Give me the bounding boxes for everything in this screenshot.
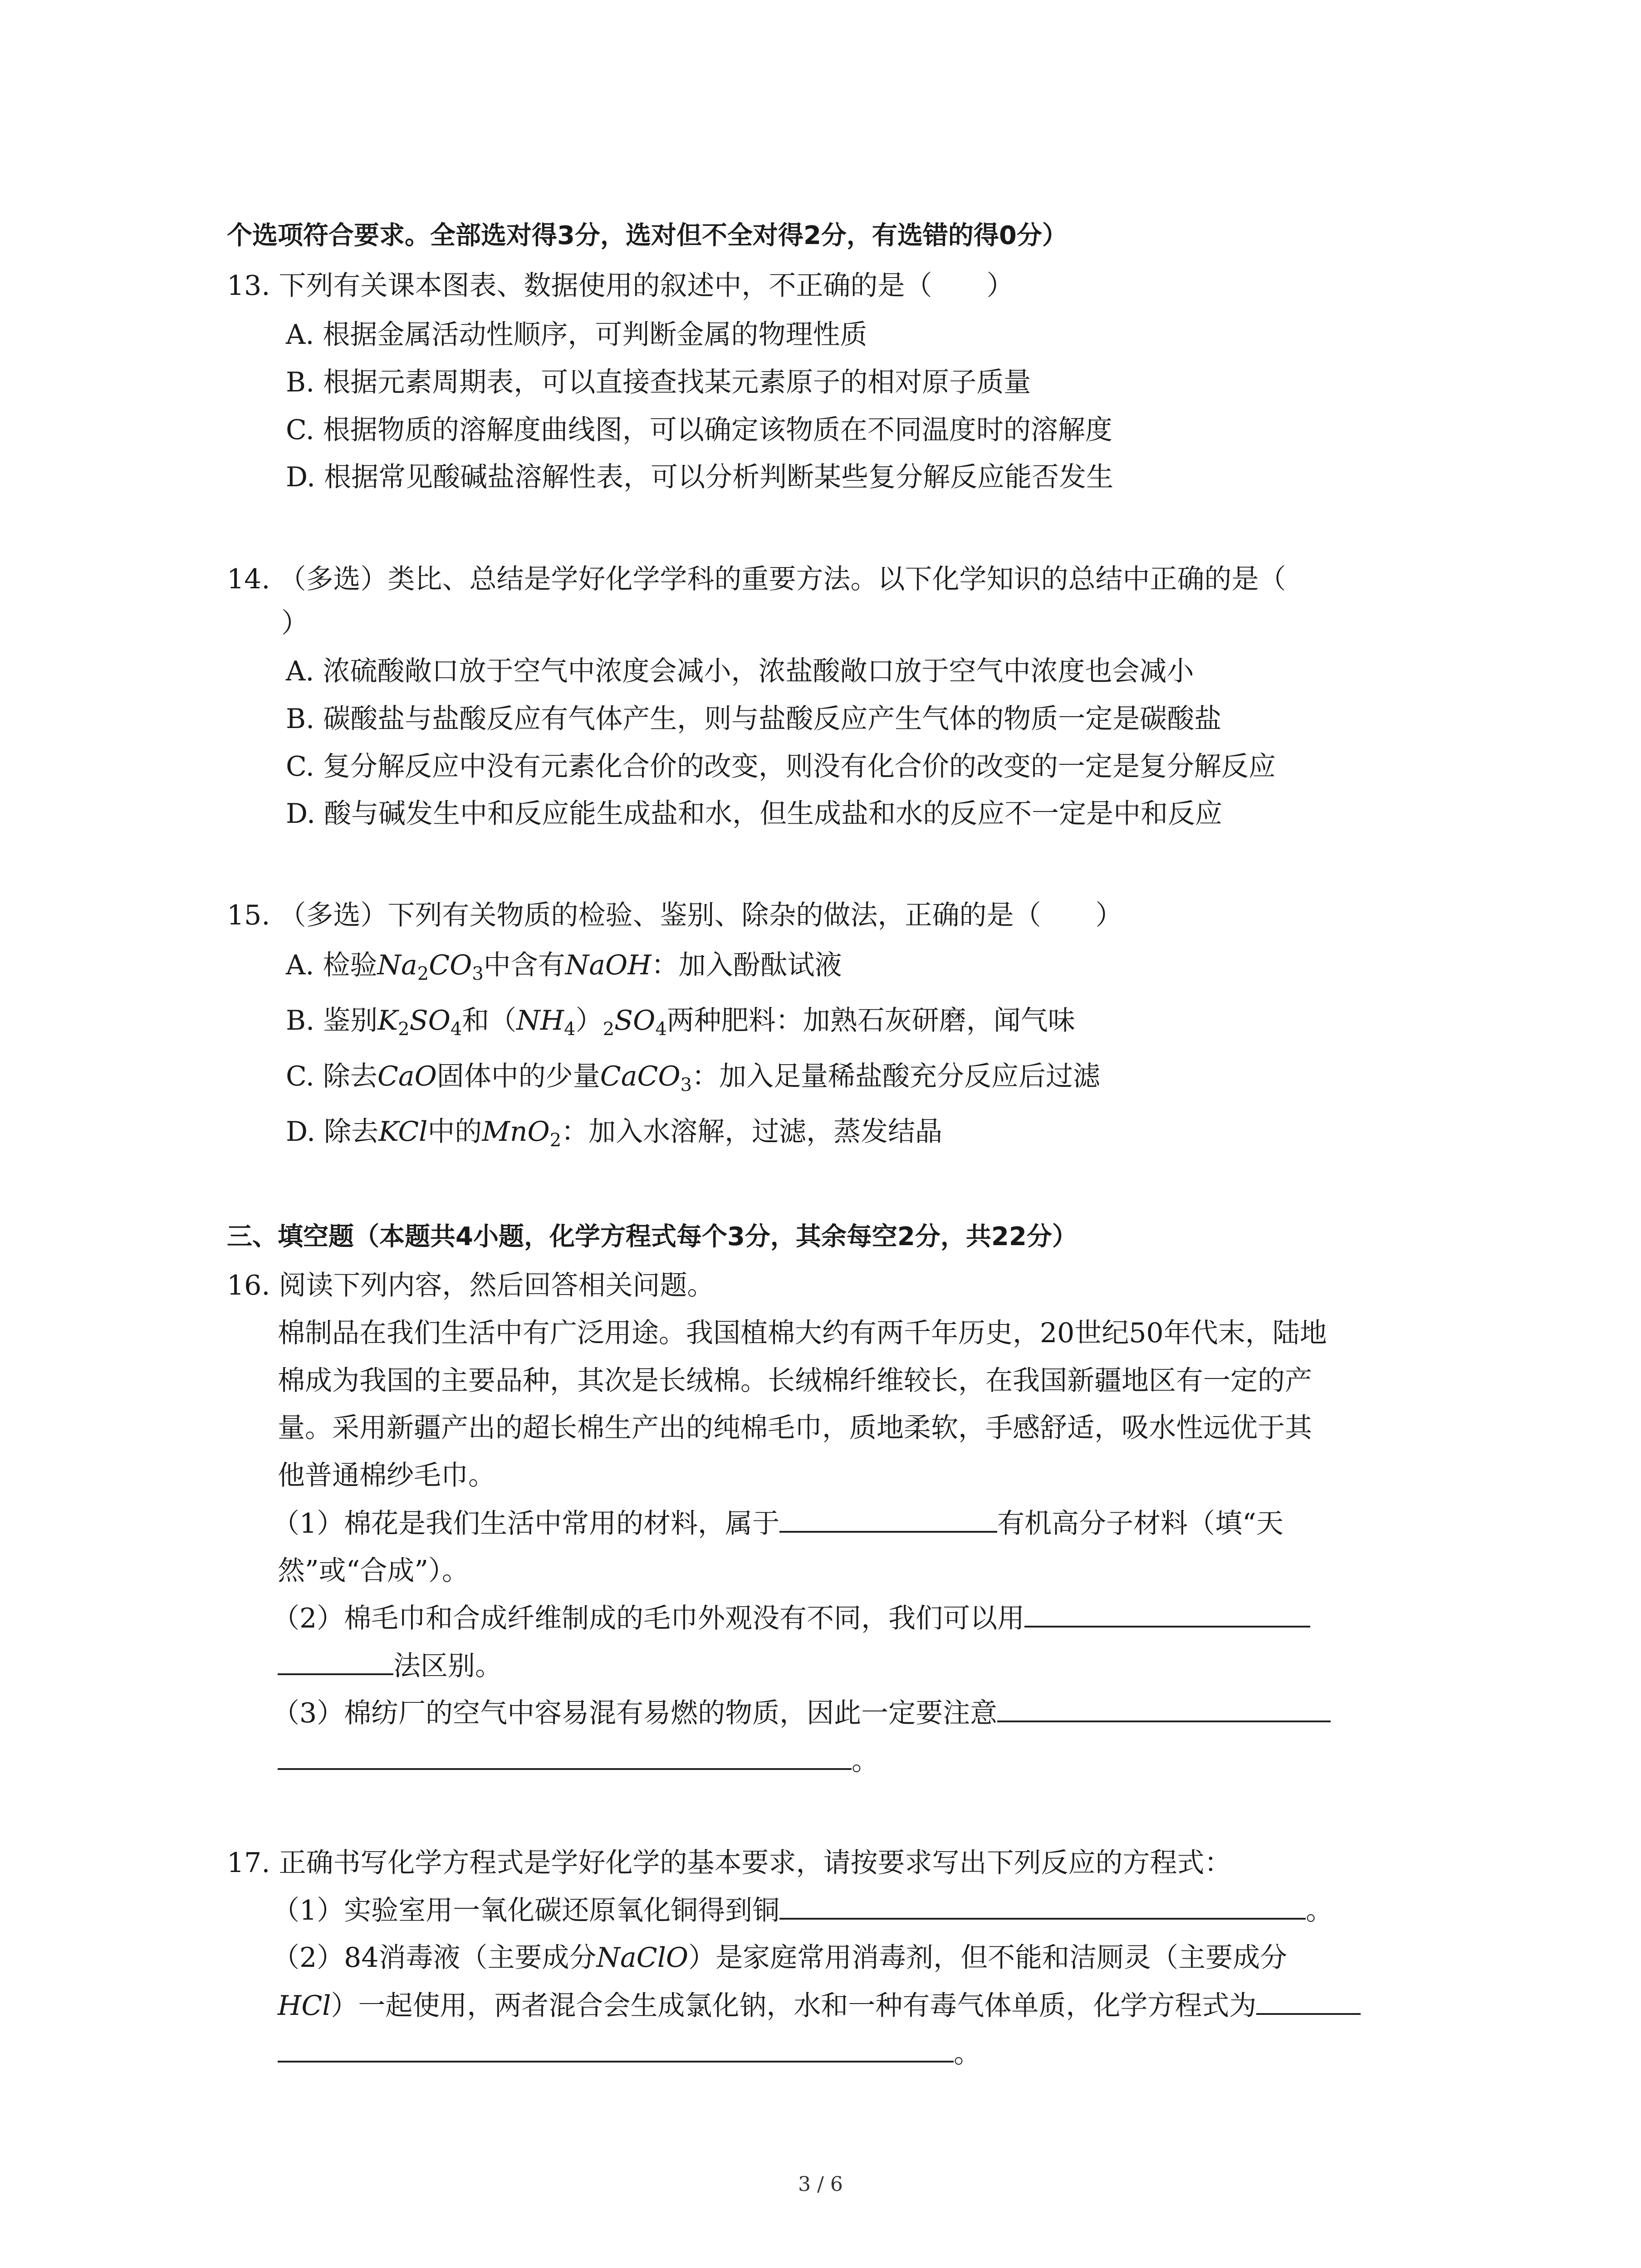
- q14-option-c: C. 复分解反应中没有元素化合价的改变，则没有化合价的改变的一定是复分解反应: [286, 751, 1276, 782]
- q14-option-a: A. 浓硫酸敞口放于空气中浓度会减小，浓盐酸敞口放于空气中浓度也会减小: [286, 655, 1194, 687]
- q16-part2: （2）棉毛巾和合成纤维制成的毛巾外观没有不同，我们可以用: [272, 1600, 1310, 1637]
- q14-option-d: D. 酸与碱发生中和反应能生成盐和水，但生成盐和水的反应不一定是中和反应: [286, 798, 1223, 830]
- section3-title: 三、填空题（本题共4小题，化学方程式每个3分，其余每空2分，共22分）: [227, 1222, 1078, 1251]
- q16-passage-line: 他普通棉纱毛巾。: [278, 1460, 495, 1491]
- answer-blank[interactable]: [779, 1892, 1306, 1920]
- answer-blank[interactable]: [278, 1743, 852, 1770]
- q15-option-c: C. 除去CaO固体中的少量CaCO$_3$：加入足量稀盐酸充分反应后过滤: [286, 1061, 1101, 1095]
- q16-part1-end: 然”或“合成”）。: [278, 1555, 470, 1587]
- q15-option-b: B. 鉴别$K_2SO_4$和$(NH_4)_2SO_4$两种肥料：加熟石灰研磨，闻气味: [286, 1005, 1075, 1040]
- q16-part3: （3）棉纺厂的空气中容易混有易燃的物质，因此一定要注意: [272, 1695, 1331, 1731]
- answer-blank[interactable]: [278, 2035, 954, 2063]
- q13-option-c: C. 根据物质的溶解度曲线图，可以确定该物质在不同温度时的溶解度: [286, 414, 1112, 446]
- q13-option-a: A. 根据金属活动性顺序，可判断金属的物理性质: [286, 319, 867, 351]
- q14-stem-end: ）: [281, 607, 309, 639]
- q14-option-b: B. 碳酸盐与盐酸反应有气体产生，则与盐酸反应产生气体的物质一定是碳酸盐: [286, 703, 1222, 735]
- q17-part2: （2）84消毒液（主要成分NaClO）是家庭常用消毒剂，但不能和洁厕灵（主要成分: [272, 1942, 1288, 1974]
- section-note: 个选项符合要求。全部选对得3分，选对但不全对得2分，有选错的得0分）: [227, 221, 1068, 250]
- q14-stem: 14. （多选）类比、总结是学好化学学科的重要方法。以下化学知识的总结中正确的是（: [227, 563, 1286, 595]
- q17-part2-end: 。: [278, 2035, 981, 2072]
- q16-stem: 16. 阅读下列内容，然后回答相关问题。: [227, 1270, 715, 1301]
- q17-stem: 17. 正确书写化学方程式是学好化学的基本要求，请按要求写出下列反应的方程式：: [227, 1847, 1232, 1879]
- q13-option-d: D. 根据常见酸碱盐溶解性表，可以分析判断某些复分解反应能否发生: [286, 461, 1114, 493]
- answer-blank[interactable]: [1256, 1988, 1361, 2015]
- q13-stem: 13. 下列有关课本图表、数据使用的叙述中，不正确的是（ ）: [227, 270, 1014, 302]
- answer-blank[interactable]: [997, 1695, 1331, 1722]
- q16-part2-end: 法区别。: [278, 1648, 502, 1684]
- q16-part3-end: 。: [278, 1743, 879, 1779]
- q16-part1: （1）棉花是我们生活中常用的材料，属于 有机高分子材料（填“天: [272, 1505, 1283, 1542]
- q16-passage-line: 棉制品在我们生活中有广泛用途。我国植棉大约有两千年历史，20世纪50年代末，陆地: [278, 1317, 1327, 1349]
- q15-option-d: D. 除去KCl中的MnO$_2$：加入水溶解，过滤，蒸发结晶: [286, 1116, 943, 1151]
- q16-passage-line: 棉成为我国的主要品种，其次是长绒棉。长绒棉纤维较长，在我国新疆地区有一定的产: [278, 1365, 1312, 1397]
- answer-blank[interactable]: [278, 1648, 393, 1675]
- q16-passage-line: 量。采用新疆产出的超长棉生产出的纯棉毛巾，质地柔软，手感舒适，吸水性远优于其: [278, 1412, 1312, 1444]
- page-number: 3 / 6: [798, 2173, 843, 2196]
- q17-part1: （1）实验室用一氧化碳还原氧化铜得到铜 。: [272, 1892, 1333, 1929]
- answer-blank[interactable]: [1024, 1600, 1310, 1628]
- answer-blank[interactable]: [779, 1505, 997, 1533]
- q15-option-a: A. 检验$Na_2CO_3$中含有NaOH：加入酚酞试液: [286, 949, 842, 984]
- q15-stem: 15. （多选）下列有关物质的检验、鉴别、除杂的做法，正确的是（ ）: [227, 899, 1123, 931]
- q13-option-b: B. 根据元素周期表，可以直接查找某元素原子的相对原子质量: [286, 367, 1031, 398]
- q17-part2-cont: HCl）一起使用，两者混合会生成氯化钠，水和一种有毒气体单质，化学方程式为: [278, 1988, 1361, 2024]
